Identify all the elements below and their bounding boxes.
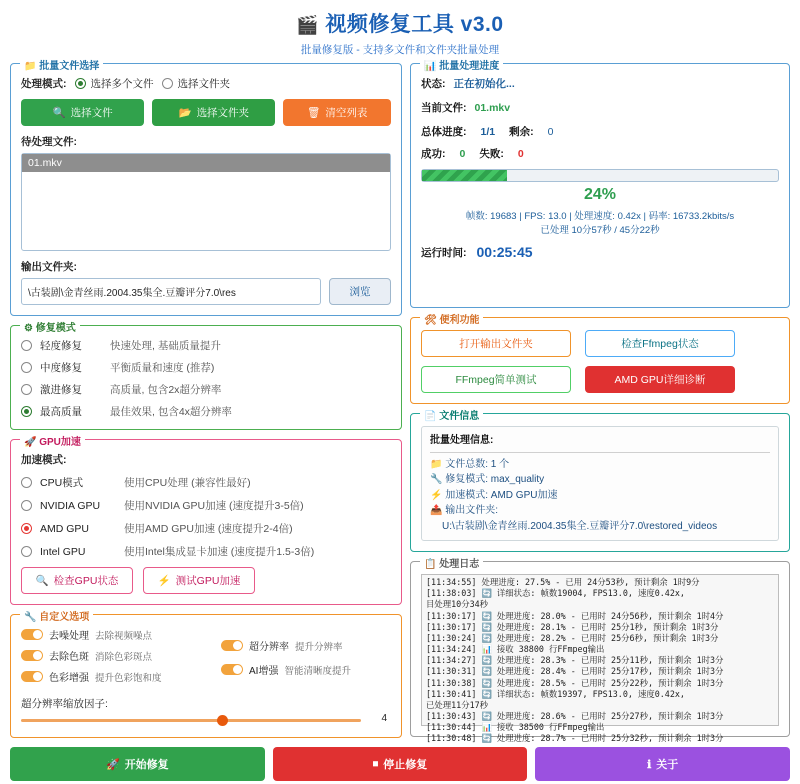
folder-icon: 📂	[178, 107, 192, 119]
log-line: [11:30:44] 📊 接收 38500 行FFmpeg输出	[426, 722, 605, 733]
app-header	[0, 0, 800, 57]
file-info-line: ⚡ 加速模式: AMD GPU加速	[430, 489, 558, 501]
gpu-option-amd[interactable]	[21, 521, 391, 536]
file-info-output-path: U:\古装剧\金青丝雨.2004.35集全.豆瓣评分7.0\restored_videos	[442, 520, 718, 532]
ffmpeg-test-button[interactable]: FFmpeg简单测试	[421, 366, 571, 393]
gpu-buttons-row	[21, 567, 391, 594]
current-file-label: 当前文件:	[421, 102, 467, 114]
repair-mode-legend: ⚙ 修复模式	[20, 319, 80, 334]
about-label: 关于	[656, 759, 679, 771]
log-line: [11:30:31] 🔄 处理进度: 28.4% - 已用时 25分17秒, 预计剩余 1时3分	[426, 666, 724, 677]
success-label: 成功:	[421, 148, 446, 160]
toggle-icon[interactable]	[221, 664, 243, 675]
status-label: 状态:	[421, 78, 446, 90]
radio-dot-icon	[21, 477, 32, 488]
log-legend: 📋 处理日志	[420, 555, 483, 570]
tools-row-1	[421, 330, 779, 357]
trash-icon: 🗑	[307, 107, 321, 119]
gpu-option-amd-desc: 使用AMD GPU加速 (速度提升2-4倍)	[124, 523, 293, 535]
custom-options-legend: 🔧 自定义选项	[20, 608, 93, 623]
amd-gpu-diagnose-button[interactable]: AMD GPU详细诊断	[585, 366, 735, 393]
repair-option-max-name: 最高质量	[40, 406, 82, 418]
custom-toggle-columns	[21, 627, 391, 690]
mode-folder-label: 选择文件夹	[177, 78, 230, 90]
toggle-despeckle-name: 去除色斑	[49, 652, 89, 663]
file-info-group	[410, 413, 790, 552]
gpu-option-nvidia[interactable]	[21, 498, 391, 513]
file-info-box	[421, 426, 779, 541]
info-icon: ℹ	[647, 758, 652, 771]
repair-option-max-desc: 最佳效果, 包含4x超分辨率	[110, 406, 232, 418]
left-column	[10, 63, 402, 747]
toggle-icon[interactable]	[21, 671, 43, 682]
processing-mode-label: 处理模式:	[21, 78, 67, 90]
start-repair-button[interactable]	[10, 747, 265, 781]
toggle-ai-enhance-name: AI增强	[249, 666, 279, 677]
success-value: 0	[459, 147, 466, 160]
select-files-label: 选择文件	[70, 107, 113, 119]
toggle-denoise[interactable]	[21, 627, 221, 642]
gpu-option-nvidia-name: NVIDIA GPU	[40, 499, 101, 512]
gpu-option-intel-name: Intel GPU	[40, 545, 86, 558]
gpu-option-intel-desc: 使用Intel集成显卡加速 (速度提升1.5-3倍)	[124, 546, 315, 558]
progress-bar	[421, 169, 779, 182]
select-files-button[interactable]	[21, 99, 144, 126]
test-gpu-button[interactable]	[143, 567, 255, 594]
progress-detail-line2: 已处理 10分57秒 / 45分22秒	[540, 225, 660, 236]
stop-icon: ⏹	[372, 757, 379, 770]
check-gpu-label: 检查GPU状态	[53, 575, 119, 587]
repair-option-aggressive-name: 激进修复	[40, 384, 82, 396]
runtime-label: 运行时间:	[421, 246, 467, 259]
repair-option-light[interactable]	[21, 338, 391, 353]
browse-button[interactable]: 浏览	[329, 278, 391, 305]
slider-track	[21, 719, 361, 722]
gpu-option-intel[interactable]	[21, 544, 391, 559]
log-line: [11:34:24] 📊 接收 38800 行FFmpeg输出	[426, 644, 605, 655]
log-line: [11:30:41] 🔄 详细状态: 帧数19397, FPS13.0, 速度0.42x,	[426, 688, 685, 699]
test-gpu-label: 测试GPU加速	[175, 575, 241, 587]
log-group	[410, 559, 790, 744]
log-line: [11:34:55] 处理进度: 27.5% - 已用 24分53秒, 预计剩余 1时9分	[426, 577, 700, 587]
progress-detail-line1: 帧数: 19683 | FPS: 13.0 | 处理速度: 0.42x | 码率: 16733.2kbits/s	[465, 211, 735, 222]
file-info-line: 📁 文件总数: 1 个	[430, 458, 510, 470]
status-row	[421, 76, 779, 91]
overall-label: 总体进度:	[421, 126, 467, 138]
progress-bar-fill	[422, 170, 507, 181]
log-line: [11:30:43] 🔄 处理进度: 28.6% - 已用时 25分27秒, 预计剩余 1时3分	[426, 711, 724, 722]
radio-dot-icon	[21, 362, 32, 373]
toggle-despeckle[interactable]	[21, 648, 221, 663]
file-select-group	[10, 63, 402, 316]
video-icon: 🎬	[296, 15, 320, 35]
scale-factor-value: 4	[381, 713, 387, 724]
current-file-row	[421, 100, 779, 115]
custom-toggles-left	[21, 627, 221, 690]
start-repair-label: 开始修复	[124, 759, 169, 771]
file-info-legend: 📄 文件信息	[420, 407, 483, 422]
gpu-legend: 🚀 GPU加速	[20, 433, 85, 448]
status-value: 正在初始化...	[453, 78, 515, 90]
toggle-despeckle-desc: 消除色彩斑点	[95, 651, 153, 663]
toggle-color-enhance[interactable]	[21, 669, 221, 684]
log-line: [11:30:24] 🔄 处理进度: 28.2% - 已用时 25分6秒, 预计剩余 1时3分	[426, 632, 719, 643]
progress-percent: 24%	[583, 186, 617, 203]
success-fail-row	[421, 146, 779, 161]
output-folder-label: 输出文件夹:	[21, 261, 77, 273]
slider-knob[interactable]	[217, 715, 228, 726]
repair-mode-options	[21, 338, 391, 419]
toggle-icon[interactable]	[21, 629, 43, 640]
page-title-text: 视频修复工具 v3.0	[325, 13, 504, 36]
log-line: 目处理10分34秒	[426, 599, 489, 610]
toggle-color-enhance-name: 色彩增强	[49, 673, 89, 684]
radio-dot-icon	[75, 78, 86, 89]
rocket-icon: 🚀	[105, 758, 120, 771]
toggle-icon[interactable]	[21, 650, 43, 661]
page-title	[0, 8, 800, 38]
log-line: [11:30:17] 🔄 处理进度: 28.1% - 已用时 25分1秒, 预计剩余 1时3分	[426, 621, 719, 632]
file-info-line: 📤 输出文件夹:	[430, 505, 499, 516]
page-subtitle: 批量修复版 - 支持多文件和文件夹批量处理	[300, 44, 500, 56]
output-path-input[interactable]: \古装剧\金青丝雨.2004.35集全.豆瓣评分7.0\res	[21, 278, 321, 305]
log-box[interactable]	[421, 574, 779, 744]
mode-multi-files-label: 选择多个文件	[90, 78, 154, 90]
repair-option-light-name: 轻度修复	[40, 340, 82, 352]
radio-dot-icon	[21, 523, 32, 534]
toggle-superres[interactable]	[221, 638, 391, 653]
search-icon: 🔍	[52, 107, 66, 119]
progress-group	[410, 63, 790, 308]
radio-dot-icon	[21, 384, 32, 395]
radio-dot-icon	[21, 340, 32, 351]
fail-value: 0	[517, 147, 524, 160]
stop-repair-label: 停止修复	[383, 759, 428, 771]
check-ffmpeg-button[interactable]: 检查Ffmpeg状态	[585, 330, 735, 357]
gpu-group	[10, 439, 402, 605]
repair-option-light-desc: 快速处理, 基础质量提升	[110, 340, 221, 352]
select-folder-label: 选择文件夹	[196, 107, 250, 119]
check-gpu-button[interactable]	[21, 567, 133, 594]
overall-value: 1/1	[480, 125, 496, 138]
search-icon: 🔍	[35, 575, 49, 587]
scale-factor-label: 超分辨率缩放因子:	[21, 698, 108, 710]
file-info-title: 批量处理信息:	[430, 435, 494, 446]
output-folder-row	[21, 278, 391, 305]
open-output-folder-button[interactable]: 打开输出文件夹	[421, 330, 571, 357]
gpu-options	[21, 475, 391, 559]
stop-repair-button[interactable]	[273, 747, 528, 781]
runtime-row	[421, 244, 779, 260]
tools-row-2	[421, 366, 779, 393]
main-columns	[0, 57, 800, 747]
toggle-color-enhance-desc: 提升色彩饱和度	[95, 672, 162, 684]
gpu-option-cpu[interactable]	[21, 475, 391, 490]
toggle-ai-enhance-desc: 智能清晰度提升	[284, 665, 351, 677]
pending-files-label: 待处理文件:	[21, 136, 77, 148]
tools-legend: 🛠 便利功能	[420, 311, 483, 326]
gpu-option-nvidia-desc: 使用NVIDIA GPU加速 (速度提升3-5倍)	[124, 500, 304, 512]
gpu-option-cpu-desc: 使用CPU处理 (兼容性最好)	[124, 477, 251, 489]
radio-dot-icon	[21, 500, 32, 511]
processing-mode-row	[21, 76, 391, 91]
progress-legend: 📊 批量处理进度	[420, 57, 503, 72]
toggle-denoise-name: 去噪处理	[49, 631, 89, 642]
repair-option-aggressive[interactable]	[21, 382, 391, 397]
repair-option-max[interactable]	[21, 404, 391, 419]
bottom-actions	[0, 747, 800, 781]
log-line: [11:30:48] 🔄 处理进度: 28.7% - 已用时 25分32秒, 预计剩余 1时3分	[426, 733, 724, 744]
repair-option-medium[interactable]	[21, 360, 391, 375]
toggle-denoise-desc: 去除视频噪点	[95, 630, 153, 642]
repair-option-medium-name: 中度修复	[40, 362, 82, 374]
toggle-superres-desc: 提升分辨率	[295, 641, 343, 653]
radio-dot-icon	[21, 406, 32, 417]
scale-factor-slider[interactable]	[21, 713, 391, 727]
mode-folder[interactable]	[162, 76, 231, 91]
mode-multi-files[interactable]	[75, 76, 154, 91]
file-info-line: 🔧 修复模式: max_quality	[430, 474, 545, 485]
log-line: [11:30:17] 🔄 处理进度: 28.0% - 已用时 24分56秒, 预计剩余 1时4分	[426, 610, 724, 621]
radio-dot-icon	[21, 546, 32, 557]
current-file-value: 01.mkv	[474, 101, 511, 114]
toggle-superres-name: 超分辨率	[249, 642, 289, 653]
repair-mode-group	[10, 325, 402, 430]
runtime-value: 00:25:45	[476, 244, 533, 260]
gpu-option-amd-name: AMD GPU	[40, 522, 90, 535]
log-line: [11:38:03] 🔄 详细状态: 帧数19004, FPS13.0, 速度0.42x,	[426, 588, 685, 599]
fail-label: 失败:	[479, 148, 504, 160]
about-button[interactable]	[535, 747, 790, 781]
gpu-option-cpu-name: CPU模式	[40, 477, 84, 489]
custom-toggles-right	[221, 627, 391, 690]
log-line: 已处理11分17秒	[426, 699, 489, 710]
tools-group	[410, 317, 790, 404]
repair-option-aggressive-desc: 高质量, 包含2x超分辨率	[110, 384, 222, 396]
clear-list-label: 清空列表	[325, 107, 368, 119]
repair-option-medium-desc: 平衡质量和速度 (推荐)	[110, 362, 215, 374]
right-column	[410, 63, 790, 747]
file-buttons-row	[21, 99, 391, 126]
gauge-icon: ⚡	[157, 575, 171, 587]
remain-label: 剩余:	[509, 126, 534, 138]
radio-dot-icon	[162, 78, 173, 89]
select-folder-button[interactable]	[152, 99, 275, 126]
log-line: [11:30:38] 🔄 处理进度: 28.5% - 已用时 25分22秒, 预计剩余 1时3分	[426, 677, 724, 688]
remain-value: 0	[547, 125, 554, 138]
gpu-mode-label: 加速模式:	[21, 454, 67, 466]
list-item[interactable]: 01.mkv	[22, 154, 390, 172]
toggle-ai-enhance[interactable]	[221, 662, 391, 677]
clear-list-button[interactable]	[283, 99, 391, 126]
file-list[interactable]	[21, 153, 391, 251]
overall-row	[421, 124, 779, 139]
toggle-icon[interactable]	[221, 640, 243, 651]
file-select-legend: 📁 批量文件选择	[20, 57, 103, 72]
log-line: [11:34:27] 🔄 处理进度: 28.3% - 已用时 25分11秒, 预计剩余 1时3分	[426, 655, 724, 666]
custom-options-group	[10, 614, 402, 738]
